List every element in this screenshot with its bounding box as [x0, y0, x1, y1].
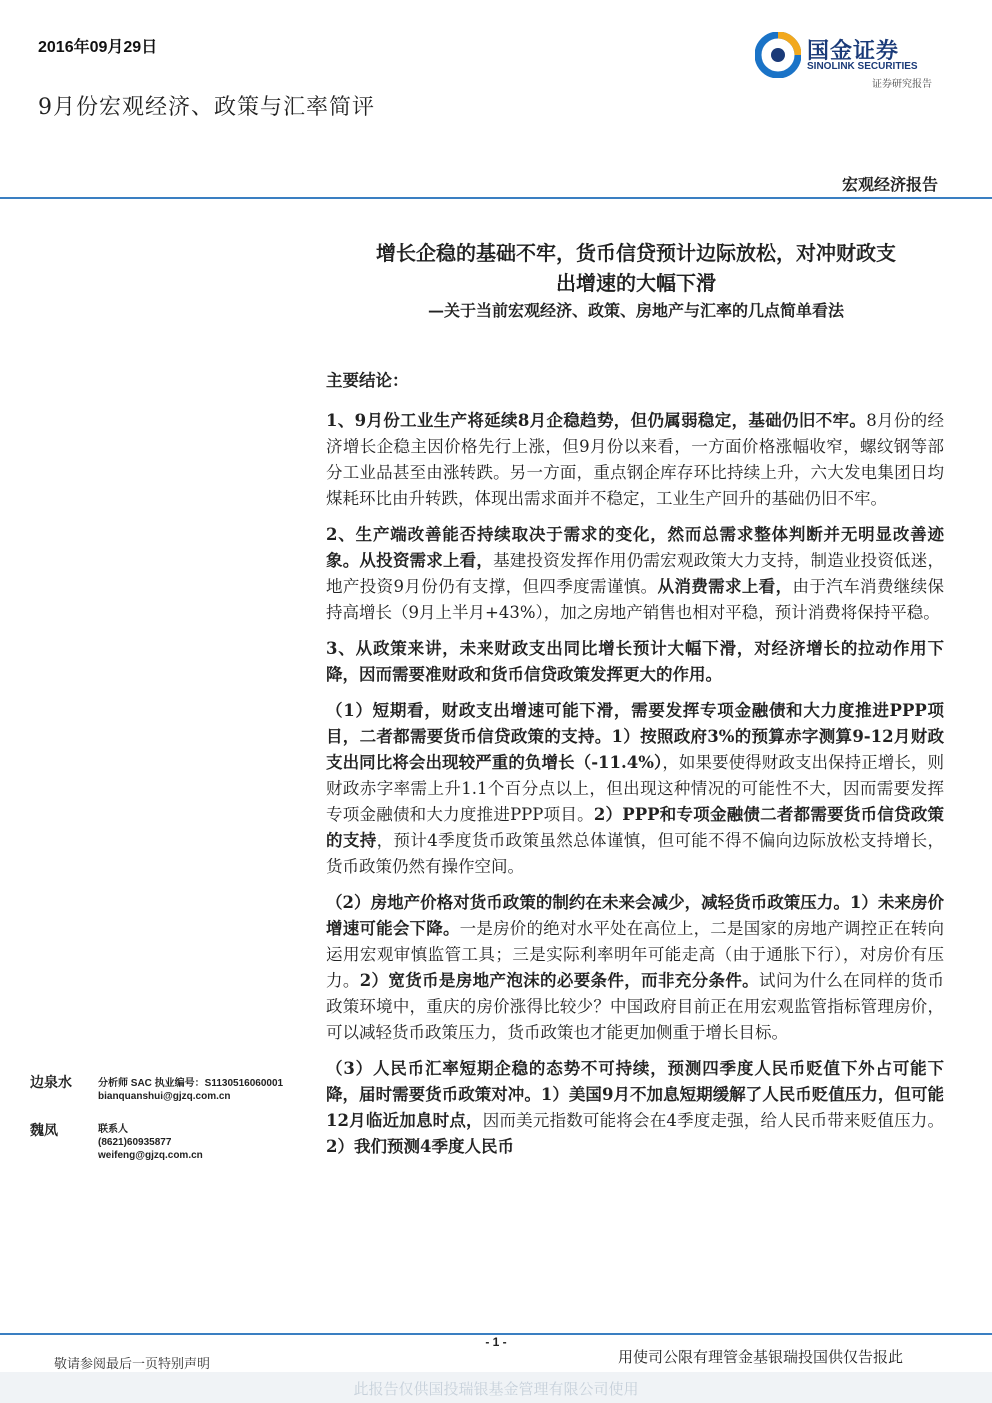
mirrored-watermark: 用使司公限有理管金基银瑞投国供仅告报此 — [618, 1348, 904, 1366]
analyst-info: 分析师 SAC 执业编号：S1130516060001 bianquanshui@gjzq.com.cn — [98, 1078, 284, 1102]
headline — [326, 238, 946, 298]
paragraph: 2、生产端改善能否持续取决于需求的变化，然而总需求整体判断并无明显改善迹象。从投资需求上看，基建投资发挥作用仍需宏观政策大力支持，制造业投资低迷，地产投资9月份仍有支撑，但四季度需谨慎。从消费需求上看，由于汽车消费继续保持高增长（9月上半月+43%），加之房地产销售也相对平稳，预计消费将保持平稳。 — [326, 525, 945, 622]
paragraph: （1）短期看，财政支出增速可能下滑，需要发挥专项金融债和大力度推进PPP项目，二者都需要货币信贷政策的支持。1）按照政府3%的预算赤字测算9-12月财政支出同比将会出现较严重的负增长（-11.4%），如果要使得财政支出保持正增长，则财政赤字率需上升1.1个百分点以上，但出现这种情况的可能性不大，因而需要发挥专项金融债和大力度推进PPP项目。2）PPP和专项金融债二者都需要货币信贷政策的支持，预计4季度货币政策虽然总体谨慎，但可能不得不偏向边际放松支持增长，货币政策仍然有操作空间。 — [326, 701, 945, 876]
analyst-name: 边泉水 — [30, 1075, 72, 1091]
contact-info: 联系人 (8621)60935877 weifeng@gjzq.com.cn — [98, 1124, 203, 1161]
document-title: 9月份宏观经济、政策与汇率简评 — [38, 95, 375, 120]
paragraph: 3、从政策来讲，未来财政支出同比增长预计大幅下滑，对经济增长的拉动作用下降，因而需要准财政和货币信贷政策发挥更大的作用。 — [326, 639, 944, 684]
logo-chinese-name: 国金证券 — [807, 39, 900, 64]
analyst-email: bianquanshui@gjzq.com.cn — [98, 1091, 231, 1102]
contact-name: 魏凤 — [30, 1123, 58, 1139]
paragraph: （3）人民币汇率短期企稳的态势不可持续，预测四季度人民币贬值下外占可能下降，届时需要货币政策对冲。1）美国9月不加息短期缓解了人民币贬值压力，但可能12月临近加息时点，因而美元指数可能将会在4季度走强，给人民币带来贬值压力。2）我们预测4季度人民币 — [326, 1059, 945, 1156]
main-conclusions — [326, 368, 944, 1170]
report-date: 2016年09月29日 — [38, 39, 158, 56]
headline-line-1: 增长企稳的基础不牢，货币信贷预计边际放松，对冲财政支 — [376, 241, 896, 265]
report-type-label: 宏观经济报告 — [841, 175, 938, 194]
company-logo — [755, 30, 955, 90]
logo-subtitle: 证券研究报告 — [872, 79, 932, 90]
top-divider — [0, 197, 992, 199]
page-number: - 1 - — [485, 1335, 507, 1349]
conclusions-label: 主要结论： — [326, 371, 409, 390]
disclaimer-note: 敬请参阅最后一页特别声明 — [54, 1357, 211, 1372]
faded-watermark: 此报告仅供国投瑞银基金管理有限公司使用 — [353, 1380, 639, 1398]
sinolink-logo-icon — [755, 32, 801, 78]
contact-email: weifeng@gjzq.com.cn — [98, 1150, 203, 1161]
headline-line-2: 出增速的大幅下滑 — [556, 271, 716, 295]
paragraph: （2）房地产价格对货币政策的制约在未来会减少，减轻货币政策压力。1）未来房价增速可能会下降。一是房价的绝对水平处在高位上，二是国家的房地产调控正在转向运用宏观审慎监管工具；三是实际利率明年可能走高（由于通胀下行），对房价有压力。2）宽货币是房地产泡沫的必要条件，而非充分条件。试问为什么在同样的货币政策环境中，重庆的房价涨得比较少？中国政府目前正在用宏观监管指标管理房价，可以减轻货币政策压力，货币政策也才能更加侧重于增长目标。 — [326, 893, 945, 1042]
paragraph: 1、9月份工业生产将延续8月企稳趋势，但仍属弱稳定，基础仍旧不牢。8月份的经济增长企稳主因价格先行上涨，但9月份以来看，一方面价格涨幅收窄，螺纹钢等部分工业品甚至由涨转跌。另一方面，重点钢企库存环比持续上升，六大发电集团日均煤耗环比由升转跌，体现出需求面并不稳定，工业生产回升的基础仍旧不牢。 — [326, 411, 944, 508]
sub-headline: —关于当前宏观经济、政策、房地产与汇率的几点简单看法 — [427, 301, 844, 320]
logo-english-name: SINOLINK SECURITIES — [807, 61, 918, 72]
